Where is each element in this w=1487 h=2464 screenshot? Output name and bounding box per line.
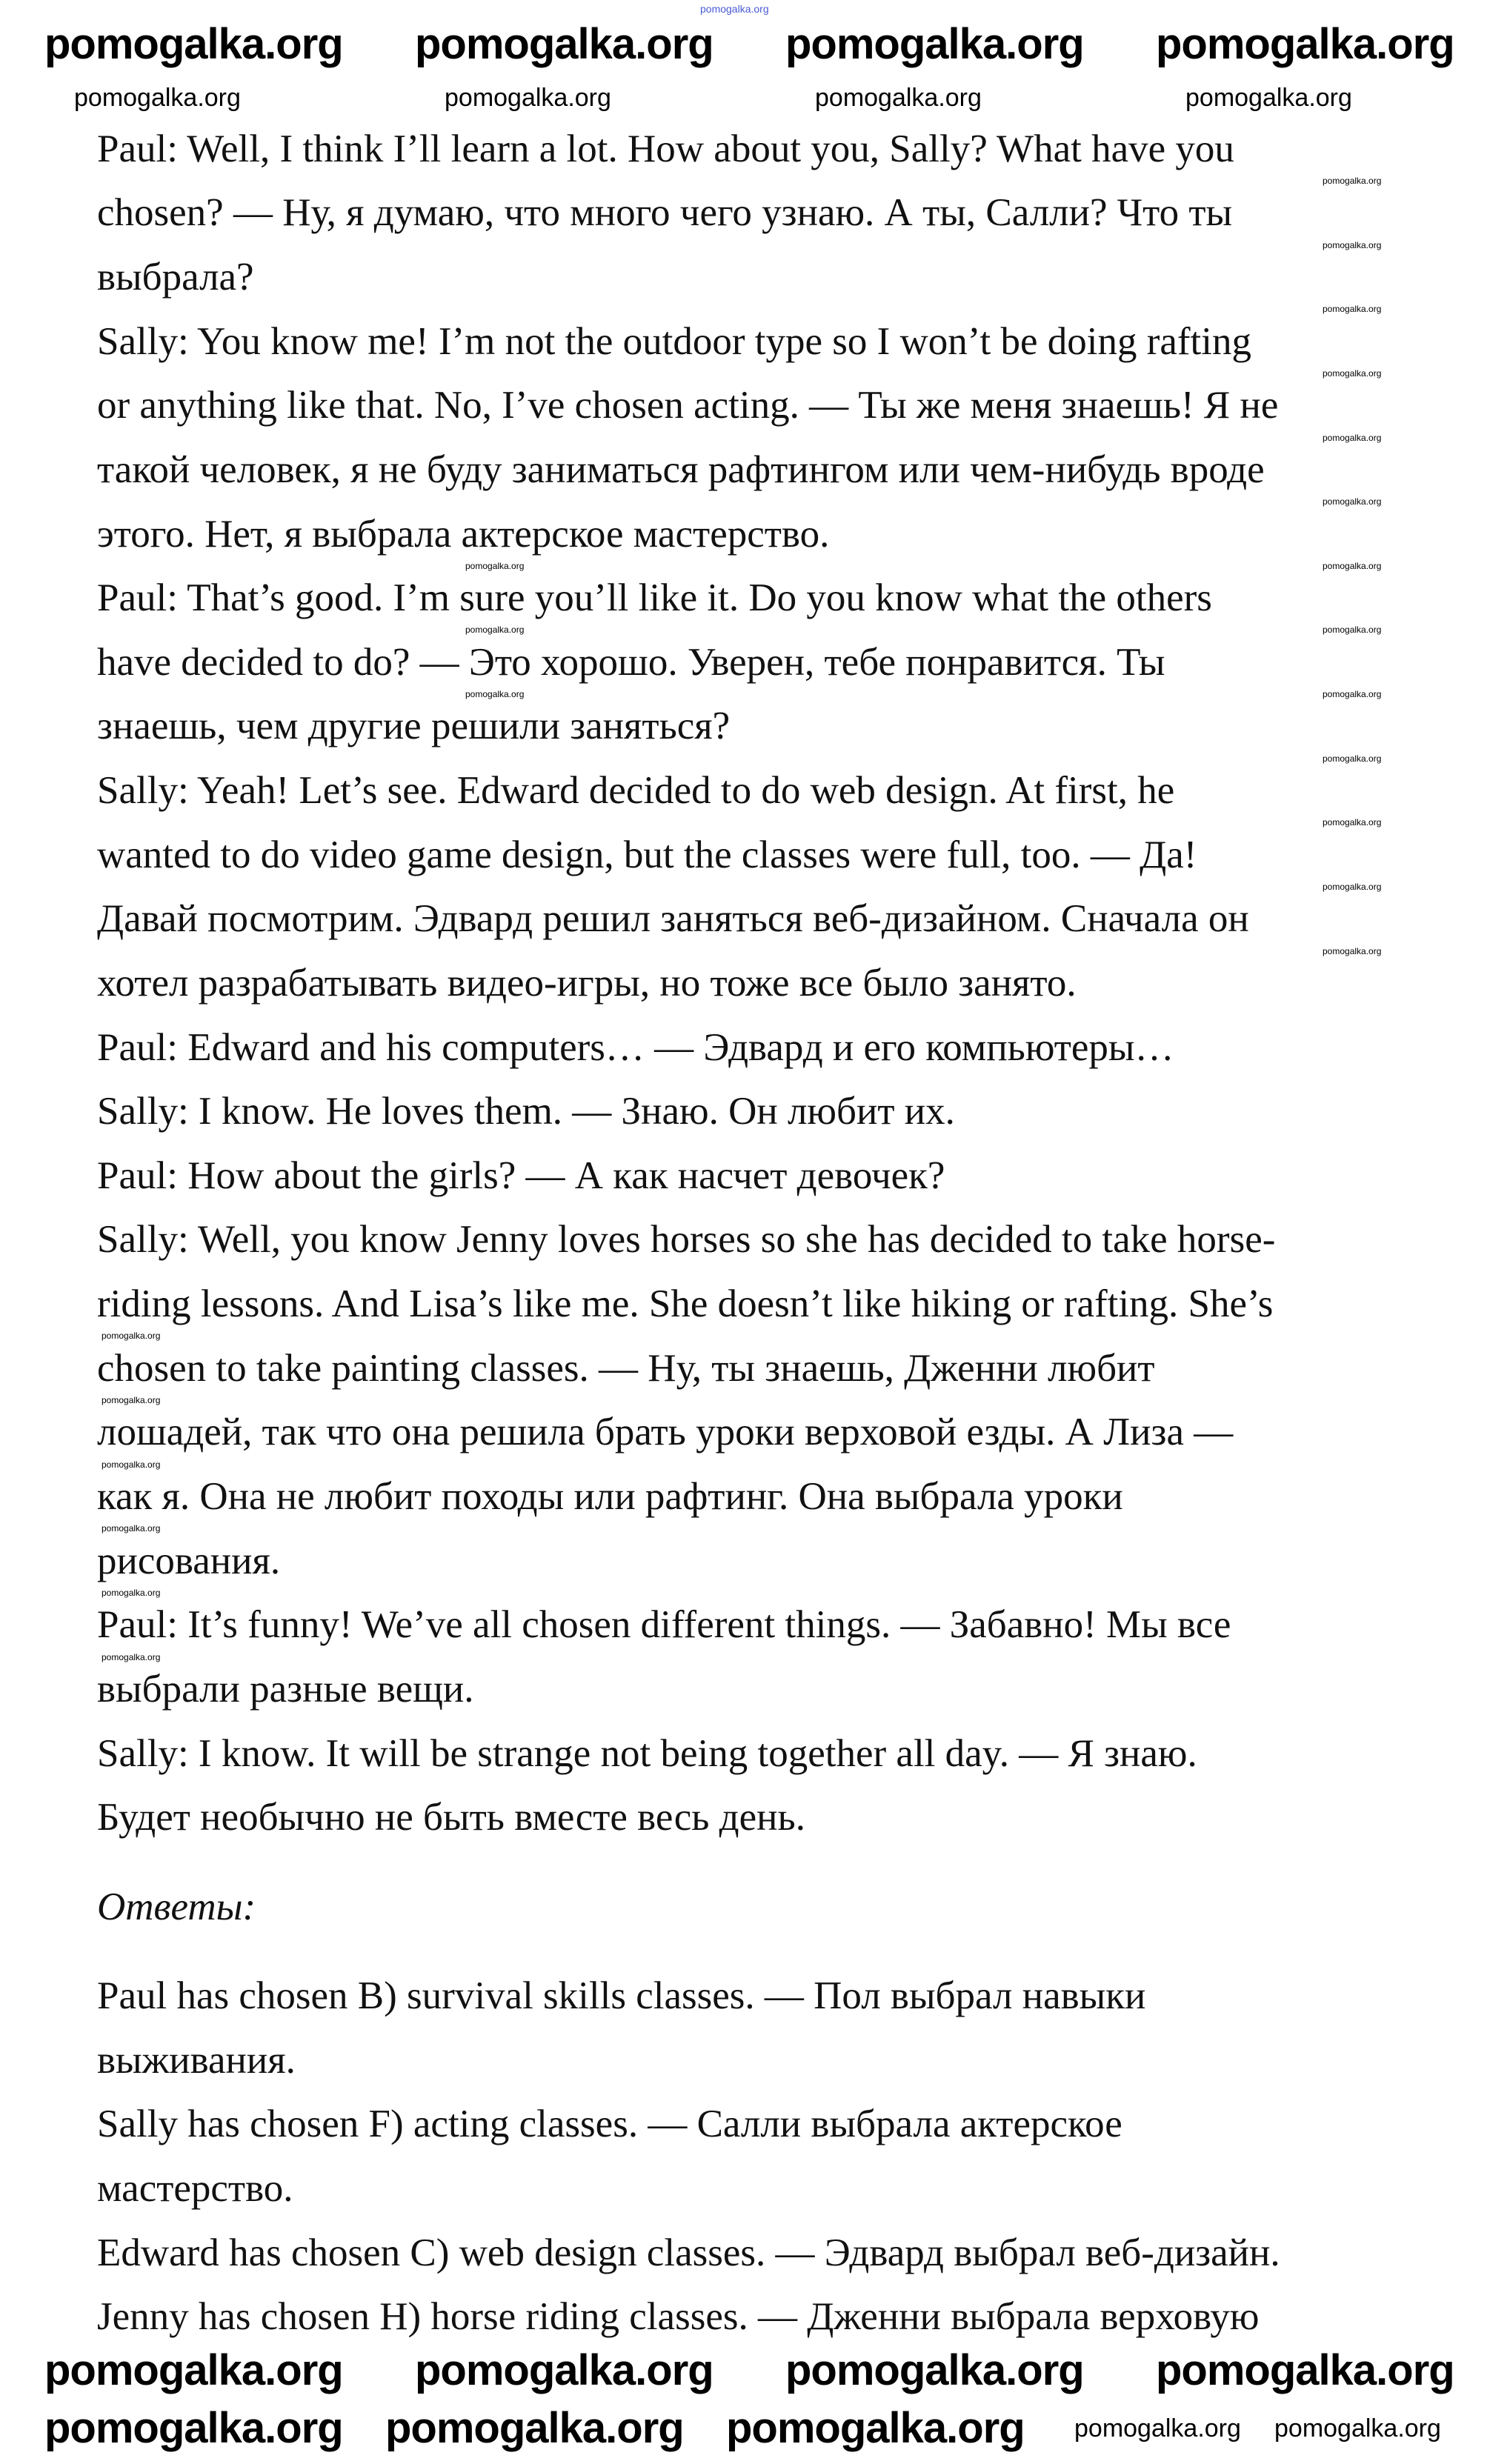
dialogue-line: хотел разрабатывать видео-игры, но тоже все было занято. — [97, 961, 1077, 1005]
watermark-text: pomogalka.org — [1274, 2414, 1441, 2443]
dialogue-line: Paul: That’s good. I’m sure you’ll like it. Do you know what the others — [97, 576, 1212, 620]
watermark-text: pomogalka.org — [102, 1459, 161, 1470]
dialogue-line: Sally: You know me! I’m not the outdoor type so I won’t be doing rafting — [97, 319, 1251, 363]
watermark-text: pomogalka.org — [1323, 496, 1382, 507]
watermark-text: pomogalka.org — [1185, 84, 1352, 112]
watermark-text: pomogalka.org — [1156, 2346, 1454, 2394]
dialogue-line: Paul: How about the girls? — А как насчет девочек? — [97, 1153, 945, 1197]
watermark-text: pomogalka.org — [465, 625, 525, 636]
watermark-text: pomogalka.org — [102, 1587, 161, 1598]
watermark-text: pomogalka.org — [44, 20, 343, 68]
watermark-text: pomogalka.org — [1074, 2414, 1241, 2443]
watermark-text: pomogalka.org — [74, 84, 241, 112]
watermark-text: pomogalka.org — [465, 560, 525, 571]
watermark-text: pomogalka.org — [1323, 945, 1382, 956]
dialogue-line: Paul: It’s funny! We’ve all chosen different things. — Забавно! Мы все — [97, 1603, 1231, 1647]
dialogue-line: Sally: Well, you know Jenny loves horses so she has decided to take horse- — [97, 1218, 1276, 1262]
watermark-text: pomogalka.org — [102, 1523, 161, 1534]
watermark-text: pomogalka.org — [1323, 753, 1382, 764]
dialogue-line: or anything like that. No, I’ve chosen acting. — Ты же меня знаешь! Я не — [97, 384, 1279, 427]
watermark-text: pomogalka.org — [726, 2404, 1025, 2452]
dialogue-line: такой человек, я не буду заниматься рафтингом или чем-нибудь вроде — [97, 447, 1265, 491]
dialogue-line: have decided to do? — Это хорошо. Уверен, тебе понравится. Ты — [97, 640, 1165, 684]
watermark-text: pomogalka.org — [44, 2404, 343, 2452]
dialogue-line: рисования. — [97, 1539, 281, 1582]
dialogue-line: лошадей, так что она решила брать уроки верховой езды. А Лиза — — [97, 1411, 1234, 1454]
watermark-text: pomogalka.org — [445, 84, 611, 112]
dialogue-line: этого. Нет, я выбрала актерское мастерство. — [97, 512, 830, 556]
watermark-text: pomogalka.org — [700, 3, 769, 15]
dialogue-line: знаешь, чем другие решили заняться? — [97, 705, 731, 748]
answer-line: выживания. — [97, 2038, 296, 2082]
watermark-text: pomogalka.org — [785, 20, 1084, 68]
watermark-text: pomogalka.org — [1323, 560, 1382, 571]
watermark-text: pomogalka.org — [102, 1331, 161, 1342]
watermark-text: pomogalka.org — [1323, 882, 1382, 892]
dialogue-line: Sally: I know. It will be strange not being together all day. — Я знаю. — [97, 1731, 1197, 1775]
dialogue-line: Будет необычно не быть вместе весь день. — [97, 1796, 805, 1839]
watermark-text: pomogalka.org — [1323, 625, 1382, 636]
dialogue-line: wanted to do video game design, but the classes were full, too. — Да! — [97, 833, 1197, 876]
watermark-text: pomogalka.org — [1323, 304, 1382, 315]
dialogue-line: выбрали разные вещи. — [97, 1667, 474, 1711]
watermark-text: pomogalka.org — [465, 689, 525, 700]
dialogue-line: Paul: Well, I think I’ll learn a lot. How about you, Sally? What have you — [97, 127, 1234, 170]
answer-line: Edward has chosen C) web design classes. — Эдвард выбрал веб-дизайн. — [97, 2231, 1280, 2274]
watermark-text: pomogalka.org — [1323, 817, 1382, 828]
dialogue-line: как я. Она не любит походы или рафтинг. Она выбрала уроки — [97, 1475, 1123, 1519]
watermark-text: pomogalka.org — [1323, 432, 1382, 443]
answer-line: мастерство. — [97, 2166, 293, 2210]
dialogue-line: выбрала? — [97, 256, 254, 299]
dialogue-line: chosen to take painting classes. — Ну, ты знаешь, Дженни любит — [97, 1346, 1155, 1390]
answer-line: Jenny has chosen H) horse riding classes. — Дженни выбрала верховую — [97, 2295, 1260, 2339]
watermark-text: pomogalka.org — [1323, 176, 1382, 187]
watermark-text: pomogalka.org — [415, 20, 713, 68]
dialogue-line: Sally: Yeah! Let’s see. Edward decided to do web design. At first, he — [97, 769, 1175, 813]
watermark-text: pomogalka.org — [1323, 239, 1382, 250]
watermark-text: pomogalka.org — [415, 2346, 713, 2394]
watermark-text: pomogalka.org — [385, 2404, 684, 2452]
watermark-text: pomogalka.org — [44, 2346, 343, 2394]
watermark-text: pomogalka.org — [102, 1651, 161, 1662]
watermark-text: pomogalka.org — [1323, 367, 1382, 379]
watermark-text: pomogalka.org — [815, 84, 982, 112]
answers-heading: Ответы: — [97, 1885, 256, 1928]
dialogue-line: Sally: I know. He loves them. — Знаю. Он любит их. — [97, 1090, 955, 1133]
dialogue-line: Paul: Edward and his computers… — Эдвард и его компьютеры… — [97, 1025, 1174, 1069]
watermark-text: pomogalka.org — [1323, 689, 1382, 700]
dialogue-line: Давай посмотрим. Эдвард решил заняться веб-дизайном. Сначала он — [97, 897, 1249, 941]
watermark-text: pomogalka.org — [102, 1395, 161, 1406]
dialogue-line: riding lessons. And Lisa’s like me. She doesn’t like hiking or rafting. She’s — [97, 1282, 1274, 1326]
watermark-text: pomogalka.org — [785, 2346, 1084, 2394]
watermark-text: pomogalka.org — [1156, 20, 1454, 68]
dialogue-line: chosen? — Ну, я думаю, что много чего узнаю. А ты, Салли? Что ты — [97, 191, 1233, 235]
answer-line: Paul has chosen B) survival skills classes. — Пол выбрал навыки — [97, 1974, 1146, 2018]
answer-line: Sally has chosen F) acting classes. — Салли выбрала актерское — [97, 2102, 1122, 2146]
